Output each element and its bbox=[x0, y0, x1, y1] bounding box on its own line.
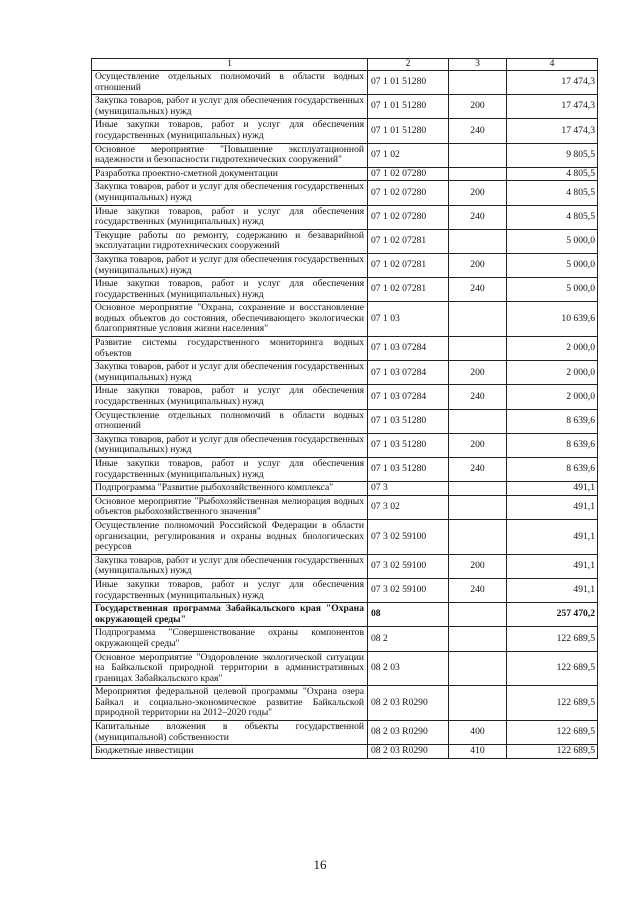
row-name-cell: Иные закупки товаров, работ и услуг для обеспечения государственных (муниципальных) нужд bbox=[92, 119, 368, 143]
row-amount-cell: 491,1 bbox=[507, 495, 598, 519]
row-code-cell: 07 1 03 51280 bbox=[368, 409, 449, 433]
row-amount-cell: 122 689,5 bbox=[507, 686, 598, 721]
row-type-cell bbox=[449, 495, 507, 519]
row-amount-cell: 5 000,0 bbox=[507, 229, 598, 253]
row-amount-cell: 4 805,5 bbox=[507, 205, 598, 229]
table-row bbox=[92, 385, 598, 409]
row-code-cell: 07 3 02 bbox=[368, 495, 449, 519]
row-code-cell: 07 1 03 51280 bbox=[368, 458, 449, 482]
row-code-cell: 07 1 03 07284 bbox=[368, 337, 449, 361]
table-row bbox=[92, 686, 598, 721]
header-col-3: 3 bbox=[449, 59, 507, 71]
row-type-cell bbox=[449, 651, 507, 686]
row-amount-cell: 8 639,6 bbox=[507, 458, 598, 482]
table-row bbox=[92, 651, 598, 686]
row-name-cell: Разработка проектно-сметной документации bbox=[92, 167, 368, 181]
row-type-cell: 200 bbox=[449, 95, 507, 119]
row-code-cell: 07 1 02 07280 bbox=[368, 167, 449, 181]
table-row bbox=[92, 302, 598, 337]
table-row bbox=[92, 745, 598, 759]
row-name-cell: Подпрограмма "Совершенствование охраны компонентов окружающей среды" bbox=[92, 627, 368, 651]
row-type-cell: 200 bbox=[449, 181, 507, 205]
row-amount-cell: 2 000,0 bbox=[507, 361, 598, 385]
row-type-cell bbox=[449, 482, 507, 496]
row-amount-cell: 122 689,5 bbox=[507, 745, 598, 759]
row-amount-cell: 257 470,2 bbox=[507, 603, 598, 627]
row-type-cell: 240 bbox=[449, 578, 507, 602]
row-name-cell: Закупка товаров, работ и услуг для обеспечения государственных (муниципальных) нужд bbox=[92, 95, 368, 119]
table-row bbox=[92, 361, 598, 385]
header-col-4: 4 bbox=[507, 59, 598, 71]
row-code-cell: 08 2 03 R0290 bbox=[368, 721, 449, 745]
row-name-cell: Основное мероприятие "Охрана, сохранение и восстановление водных объектов до состояния, обеспечивающего экологически благоприятные условия жизни населения" bbox=[92, 302, 368, 337]
table-row bbox=[92, 458, 598, 482]
table-row bbox=[92, 578, 598, 602]
row-type-cell: 200 bbox=[449, 253, 507, 277]
row-type-cell: 200 bbox=[449, 361, 507, 385]
row-code-cell: 07 1 03 07284 bbox=[368, 385, 449, 409]
row-amount-cell: 122 689,5 bbox=[507, 651, 598, 686]
row-code-cell: 07 1 01 51280 bbox=[368, 119, 449, 143]
row-name-cell: Основное мероприятие "Рыбохозяйственная мелиорация водных объектов рыбохозяйственного значения" bbox=[92, 495, 368, 519]
row-type-cell: 240 bbox=[449, 119, 507, 143]
row-amount-cell: 491,1 bbox=[507, 482, 598, 496]
row-name-cell: Осуществление отдельных полномочий в области водных отношений bbox=[92, 71, 368, 95]
row-amount-cell: 122 689,5 bbox=[507, 721, 598, 745]
row-type-cell bbox=[449, 603, 507, 627]
row-amount-cell: 4 805,5 bbox=[507, 181, 598, 205]
row-code-cell: 07 1 02 07281 bbox=[368, 278, 449, 302]
table-row bbox=[92, 495, 598, 519]
row-code-cell: 07 1 03 bbox=[368, 302, 449, 337]
page-number: 16 bbox=[313, 857, 327, 872]
row-code-cell: 08 2 03 R0290 bbox=[368, 745, 449, 759]
row-name-cell: Закупка товаров, работ и услуг для обеспечения государственных (муниципальных) нужд bbox=[92, 433, 368, 457]
row-amount-cell: 17 474,3 bbox=[507, 119, 598, 143]
row-amount-cell: 2 000,0 bbox=[507, 337, 598, 361]
row-type-cell: 200 bbox=[449, 433, 507, 457]
row-name-cell: Основное мероприятие "Повышение эксплуатационной надежности и безопасности гидротехнических сооружений" bbox=[92, 143, 368, 167]
row-code-cell: 07 1 03 51280 bbox=[368, 433, 449, 457]
row-name-cell: Подпрограмма "Развитие рыбохозяйственного комплекса" bbox=[92, 482, 368, 496]
row-code-cell: 07 1 02 07281 bbox=[368, 229, 449, 253]
row-type-cell: 240 bbox=[449, 458, 507, 482]
row-type-cell: 400 bbox=[449, 721, 507, 745]
header-col-2: 2 bbox=[368, 59, 449, 71]
row-code-cell: 07 1 03 07284 bbox=[368, 361, 449, 385]
row-name-cell: Иные закупки товаров, работ и услуг для обеспечения государственных (муниципальных) нужд bbox=[92, 278, 368, 302]
table-header-row bbox=[92, 59, 598, 71]
table-row bbox=[92, 119, 598, 143]
row-name-cell: Иные закупки товаров, работ и услуг для обеспечения государственных (муниципальных) нужд bbox=[92, 458, 368, 482]
row-amount-cell: 17 474,3 bbox=[507, 71, 598, 95]
row-name-cell: Капитальные вложения в объекты государственной (муниципальной) собственности bbox=[92, 721, 368, 745]
table-row bbox=[92, 95, 598, 119]
row-name-cell: Мероприятия федеральной целевой программы "Охрана озера Байкал и социально-экономическое развитие Байкальской природной территории на 2012–2020 годы" bbox=[92, 686, 368, 721]
row-amount-cell: 10 639,6 bbox=[507, 302, 598, 337]
row-name-cell: Иные закупки товаров, работ и услуг для обеспечения государственных (муниципальных) нужд bbox=[92, 578, 368, 602]
row-type-cell bbox=[449, 337, 507, 361]
row-code-cell: 08 2 03 R0290 bbox=[368, 686, 449, 721]
row-name-cell: Текущие работы по ремонту, содержанию и безаварийной эксплуатации гидротехнических сооружений bbox=[92, 229, 368, 253]
row-amount-cell: 122 689,5 bbox=[507, 627, 598, 651]
row-amount-cell: 491,1 bbox=[507, 554, 598, 578]
row-code-cell: 07 1 01 51280 bbox=[368, 95, 449, 119]
table-row bbox=[92, 433, 598, 457]
table-row bbox=[92, 167, 598, 181]
row-name-cell: Закупка товаров, работ и услуг для обеспечения государственных (муниципальных) нужд bbox=[92, 361, 368, 385]
row-code-cell: 07 3 bbox=[368, 482, 449, 496]
row-type-cell: 240 bbox=[449, 385, 507, 409]
row-amount-cell: 5 000,0 bbox=[507, 253, 598, 277]
table-row bbox=[92, 71, 598, 95]
row-name-cell: Иные закупки товаров, работ и услуг для обеспечения государственных (муниципальных) нужд bbox=[92, 205, 368, 229]
row-code-cell: 07 3 02 59100 bbox=[368, 578, 449, 602]
row-amount-cell: 8 639,6 bbox=[507, 409, 598, 433]
row-code-cell: 08 2 03 bbox=[368, 651, 449, 686]
row-type-cell bbox=[449, 167, 507, 181]
row-name-cell: Закупка товаров, работ и услуг для обеспечения государственных (муниципальных) нужд bbox=[92, 554, 368, 578]
table-row bbox=[92, 482, 598, 496]
row-amount-cell: 9 805,5 bbox=[507, 143, 598, 167]
row-type-cell bbox=[449, 519, 507, 554]
table-row bbox=[92, 253, 598, 277]
row-type-cell: 240 bbox=[449, 278, 507, 302]
table-row bbox=[92, 229, 598, 253]
row-type-cell bbox=[449, 229, 507, 253]
row-type-cell bbox=[449, 302, 507, 337]
table-row bbox=[92, 554, 598, 578]
row-amount-cell: 8 639,6 bbox=[507, 433, 598, 457]
row-code-cell: 07 3 02 59100 bbox=[368, 554, 449, 578]
table-row bbox=[92, 337, 598, 361]
row-code-cell: 07 1 02 07280 bbox=[368, 181, 449, 205]
row-name-cell: Осуществление отдельных полномочий в области водных отношений bbox=[92, 409, 368, 433]
row-amount-cell: 5 000,0 bbox=[507, 278, 598, 302]
row-name-cell: Государственная программа Забайкальского края "Охрана окружающей среды" bbox=[92, 603, 368, 627]
row-code-cell: 07 3 02 59100 bbox=[368, 519, 449, 554]
row-code-cell: 07 1 02 07281 bbox=[368, 253, 449, 277]
table-row bbox=[92, 519, 598, 554]
table-row bbox=[92, 603, 598, 627]
row-type-cell bbox=[449, 409, 507, 433]
row-type-cell bbox=[449, 686, 507, 721]
row-code-cell: 08 bbox=[368, 603, 449, 627]
row-name-cell: Закупка товаров, работ и услуг для обеспечения государственных (муниципальных) нужд bbox=[92, 181, 368, 205]
row-amount-cell: 491,1 bbox=[507, 578, 598, 602]
row-type-cell: 200 bbox=[449, 554, 507, 578]
row-amount-cell: 17 474,3 bbox=[507, 95, 598, 119]
row-type-cell bbox=[449, 71, 507, 95]
table-body bbox=[92, 59, 598, 759]
row-name-cell: Основное мероприятие "Оздоровление экологической ситуации на Байкальской природной территории в административных границах Забайкальского края" bbox=[92, 651, 368, 686]
table-row bbox=[92, 721, 598, 745]
table-row bbox=[92, 205, 598, 229]
row-amount-cell: 491,1 bbox=[507, 519, 598, 554]
row-type-cell bbox=[449, 627, 507, 651]
row-code-cell: 07 1 02 bbox=[368, 143, 449, 167]
row-amount-cell: 2 000,0 bbox=[507, 385, 598, 409]
row-code-cell: 08 2 bbox=[368, 627, 449, 651]
header-col-1: 1 bbox=[92, 59, 368, 71]
row-name-cell: Бюджетные инвестиции bbox=[92, 745, 368, 759]
row-name-cell: Закупка товаров, работ и услуг для обеспечения государственных (муниципальных) нужд bbox=[92, 253, 368, 277]
table-row bbox=[92, 143, 598, 167]
row-type-cell: 240 bbox=[449, 205, 507, 229]
table-row bbox=[92, 181, 598, 205]
table-row bbox=[92, 278, 598, 302]
budget-table bbox=[91, 58, 598, 759]
row-code-cell: 07 1 02 07280 bbox=[368, 205, 449, 229]
row-code-cell: 07 1 01 51280 bbox=[368, 71, 449, 95]
table-row bbox=[92, 627, 598, 651]
row-type-cell bbox=[449, 143, 507, 167]
row-amount-cell: 4 805,5 bbox=[507, 167, 598, 181]
row-name-cell: Развитие системы государственного мониторинга водных объектов bbox=[92, 337, 368, 361]
table-row bbox=[92, 409, 598, 433]
row-name-cell: Иные закупки товаров, работ и услуг для обеспечения государственных (муниципальных) нужд bbox=[92, 385, 368, 409]
row-name-cell: Осуществление полномочий Российской Федерации в области организации, регулирования и охраны водных биологических ресурсов bbox=[92, 519, 368, 554]
row-type-cell: 410 bbox=[449, 745, 507, 759]
